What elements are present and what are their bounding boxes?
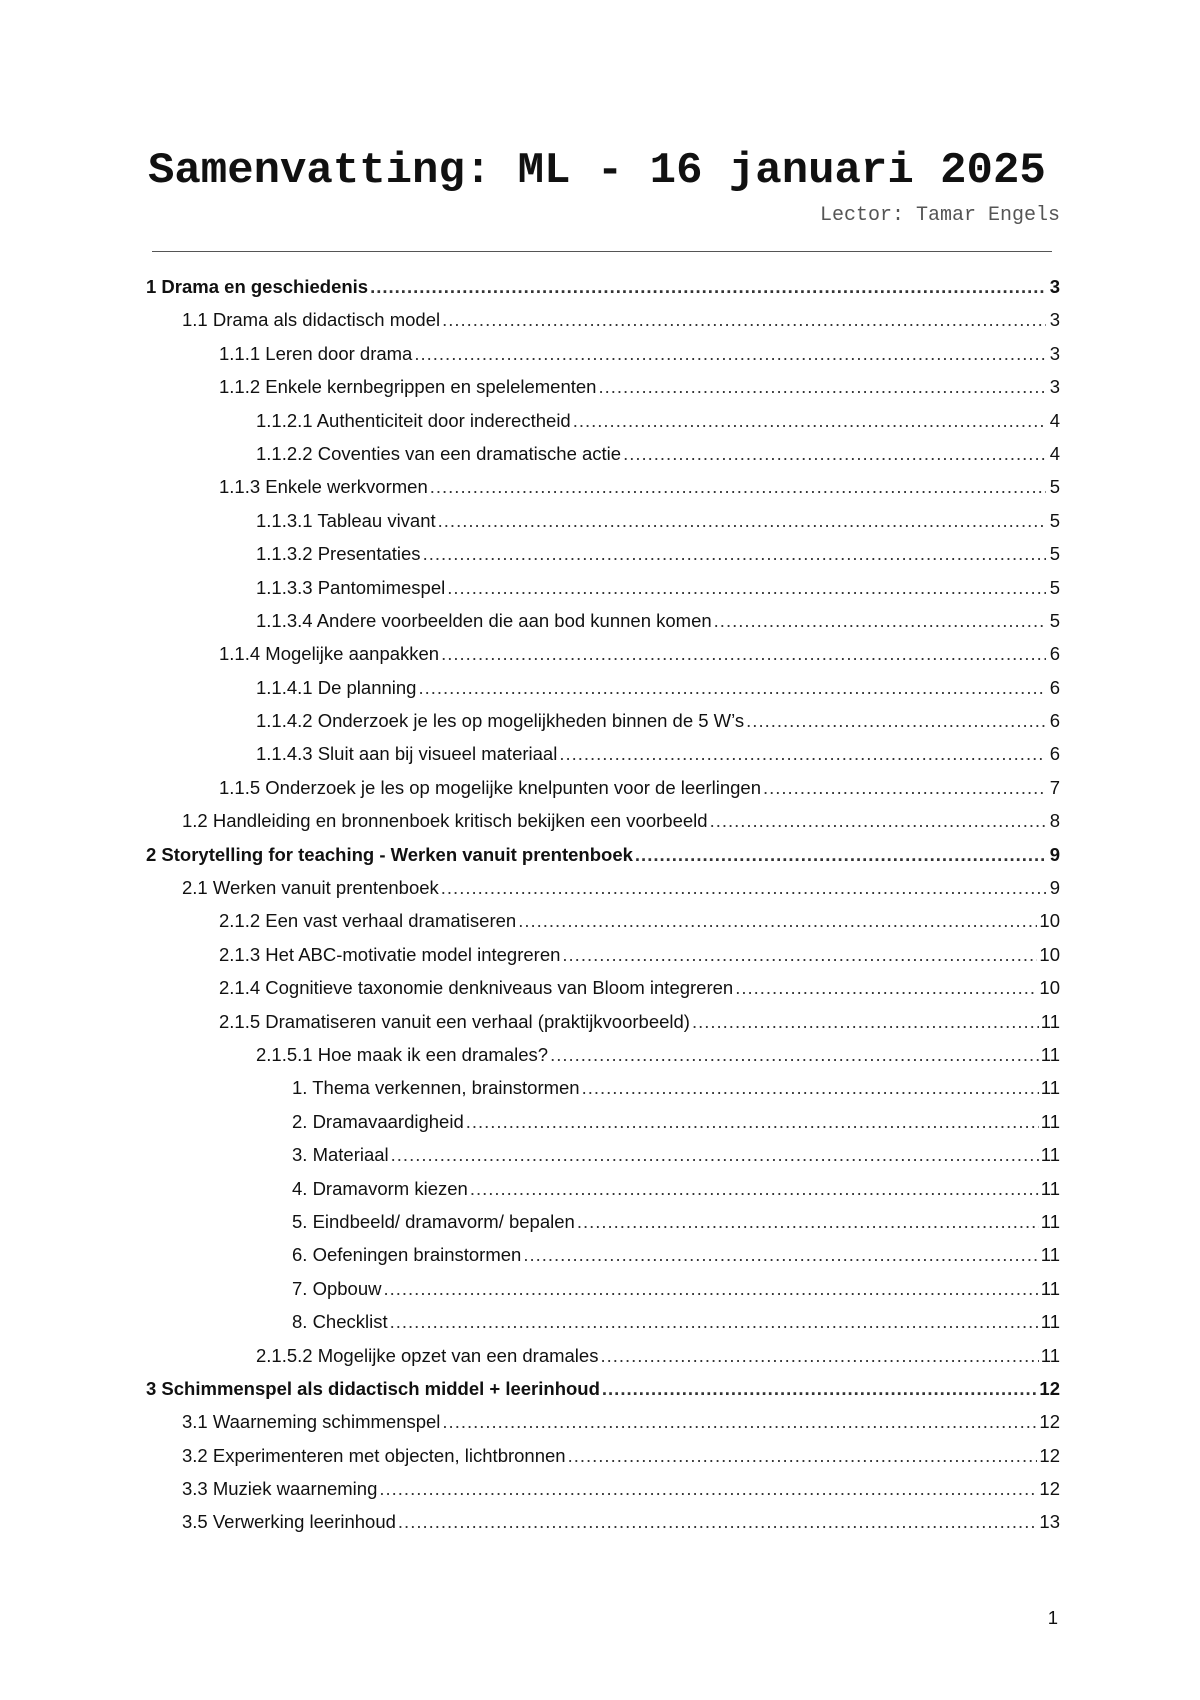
toc-entry-label[interactable]: 1.2 Handleiding en bronnenboek kritisch bekijken een voorbeeld [182, 810, 708, 832]
toc-entry[interactable] [146, 1439, 1060, 1472]
toc-entry-label[interactable]: 2.1.2 Een vast verhaal dramatiseren [219, 910, 517, 932]
toc-entry-label[interactable]: 1.1.4.1 De planning [256, 676, 417, 698]
toc-dot-leader [602, 1372, 1038, 1405]
toc-dot-leader [441, 637, 1046, 670]
toc-entry-page[interactable]: 6 [1049, 676, 1060, 698]
toc-dot-leader [714, 604, 1046, 637]
toc-dot-leader [735, 971, 1037, 1004]
toc-entry[interactable] [146, 771, 1060, 804]
toc-entry[interactable] [146, 370, 1060, 403]
toc-entry-label[interactable]: 1.1.3.1 Tableau vivant [256, 509, 436, 531]
toc-entry[interactable] [146, 737, 1060, 770]
toc-entry-page[interactable]: 6 [1049, 710, 1060, 732]
toc-entry-label[interactable]: 2.1 Werken vanuit prentenboek [182, 877, 439, 899]
toc-entry-page[interactable]: 5 [1049, 509, 1060, 531]
toc-entry-page[interactable]: 5 [1049, 476, 1060, 498]
toc-dot-leader [573, 404, 1046, 437]
toc-dot-leader [442, 1405, 1037, 1438]
toc-entry-label[interactable]: 1.1.2.2 Coventies van een dramatische actie [256, 442, 622, 464]
toc-entry-label[interactable]: 3. Materiaal [292, 1144, 389, 1166]
toc-entry[interactable] [146, 604, 1060, 637]
toc-entry[interactable] [146, 671, 1060, 704]
toc-entry-page[interactable]: 6 [1049, 643, 1060, 665]
toc-entry[interactable] [146, 1339, 1060, 1372]
toc-entry[interactable] [146, 1472, 1060, 1505]
toc-entry[interactable] [146, 1272, 1060, 1305]
toc-entry[interactable] [146, 1205, 1060, 1238]
toc-entry-page[interactable]: 11 [1040, 1144, 1060, 1166]
toc-entry-label[interactable]: 1.1.4 Mogelijke aanpakken [219, 643, 440, 665]
toc-dot-leader [600, 1339, 1038, 1372]
title-divider [152, 251, 1052, 252]
toc-entry-page[interactable]: 7 [1049, 776, 1060, 798]
toc-dot-leader [414, 337, 1046, 370]
toc-entry-page[interactable]: 12 [1039, 1411, 1060, 1433]
toc-dot-leader [418, 671, 1046, 704]
toc-entry-page[interactable]: 12 [1039, 1444, 1060, 1466]
toc-dot-leader [623, 437, 1046, 470]
toc-dot-leader [635, 838, 1046, 871]
toc-dot-leader [568, 1439, 1038, 1472]
toc-dot-leader [746, 704, 1046, 737]
toc-entry-page[interactable]: 10 [1039, 943, 1060, 965]
toc-entry-label[interactable]: 1.1.4.3 Sluit aan bij visueel materiaal [256, 743, 558, 765]
document-title: Samenvatting: ML - 16 januari 2025 [148, 146, 1046, 196]
toc-entry[interactable] [146, 838, 1060, 871]
toc-dot-leader [692, 1005, 1039, 1038]
toc-entry-page[interactable]: 11 [1040, 1110, 1060, 1132]
toc-dot-leader [423, 537, 1046, 570]
toc-entry-page[interactable]: 13 [1039, 1511, 1060, 1533]
toc-entry-page[interactable]: 5 [1049, 543, 1060, 565]
toc-entry-label[interactable]: 1.1.1 Leren door drama [219, 342, 413, 364]
toc-dot-leader [466, 1105, 1039, 1138]
table-of-contents [146, 270, 1060, 1539]
toc-entry-label[interactable]: 3.3 Muziek waarneming [182, 1478, 378, 1500]
toc-entry-label[interactable]: 1. Thema verkennen, brainstormen [292, 1077, 580, 1099]
toc-dot-leader [523, 1238, 1038, 1271]
toc-entry-label[interactable]: 1.1.2.1 Authenticiteit door inderectheid [256, 409, 571, 431]
toc-dot-leader [518, 904, 1037, 937]
toc-entry[interactable] [146, 1005, 1060, 1038]
toc-dot-leader [391, 1138, 1039, 1171]
toc-entry[interactable] [146, 470, 1060, 503]
toc-entry-label[interactable]: 3.5 Verwerking leerinhoud [182, 1511, 396, 1533]
toc-entry-page[interactable]: 11 [1040, 1244, 1060, 1266]
toc-entry[interactable] [146, 1105, 1060, 1138]
toc-entry-label[interactable]: 2.1.5 Dramatiseren vanuit een verhaal (praktijkvoorbeeld) [219, 1010, 690, 1032]
page-number: 1 [1047, 1607, 1058, 1628]
toc-entry-label[interactable]: 1.1.3.4 Andere voorbeelden die aan bod kunnen komen [256, 609, 712, 631]
toc-entry[interactable] [146, 637, 1060, 670]
toc-entry-label[interactable]: 3.2 Experimenteren met objecten, lichtbronnen [182, 1444, 566, 1466]
toc-entry-label[interactable]: 2.1.5.2 Mogelijke opzet van een dramales [256, 1344, 599, 1366]
toc-dot-leader [442, 303, 1046, 336]
toc-entry-page[interactable]: 10 [1039, 910, 1060, 932]
toc-dot-leader [430, 470, 1046, 503]
toc-dot-leader [441, 871, 1046, 904]
toc-entry[interactable] [146, 1172, 1060, 1205]
toc-entry[interactable] [146, 571, 1060, 604]
toc-entry-page[interactable]: 3 [1049, 376, 1060, 398]
toc-entry[interactable] [146, 337, 1060, 370]
toc-dot-leader [447, 571, 1046, 604]
toc-dot-leader [550, 1038, 1039, 1071]
toc-entry[interactable] [146, 1305, 1060, 1338]
toc-entry[interactable] [146, 804, 1060, 837]
toc-entry-label[interactable]: 1.1.5 Onderzoek je les op mogelijke knelpunten voor de leerlingen [219, 776, 761, 798]
toc-dot-leader [562, 938, 1037, 971]
toc-dot-leader [390, 1305, 1039, 1338]
toc-entry[interactable] [146, 404, 1060, 437]
toc-entry-label[interactable]: 2 Storytelling for teaching - Werken vanuit prentenboek [146, 843, 633, 865]
toc-entry[interactable] [146, 1405, 1060, 1438]
toc-entry[interactable] [146, 938, 1060, 971]
toc-entry[interactable] [146, 1505, 1060, 1538]
toc-entry-page[interactable]: 11 [1040, 1344, 1060, 1366]
toc-entry-page[interactable]: 3 [1049, 342, 1060, 364]
toc-entry[interactable] [146, 704, 1060, 737]
toc-entry-label[interactable]: 1.1.2 Enkele kernbegrippen en spelelementen [219, 376, 597, 398]
toc-dot-leader [559, 737, 1046, 770]
toc-dot-leader [763, 771, 1046, 804]
toc-entry[interactable] [146, 270, 1060, 303]
toc-dot-leader [398, 1505, 1038, 1538]
toc-entry-page[interactable]: 5 [1049, 609, 1060, 631]
toc-entry-label[interactable]: 1.1.3.2 Presentaties [256, 543, 421, 565]
toc-dot-leader [438, 504, 1046, 537]
toc-entry-page[interactable]: 8 [1049, 810, 1060, 832]
toc-entry-page[interactable]: 12 [1039, 1478, 1060, 1500]
toc-dot-leader [598, 370, 1046, 403]
lector-name: Lector: Tamar Engels [819, 204, 1060, 227]
toc-entry-page[interactable]: 11 [1040, 1210, 1060, 1232]
toc-entry[interactable] [146, 971, 1060, 1004]
toc-entry-page[interactable]: 4 [1049, 442, 1060, 464]
toc-entry-page[interactable]: 11 [1040, 1277, 1060, 1299]
toc-entry-label[interactable]: 1 Drama en geschiedenis [146, 276, 369, 297]
toc-entry-page[interactable]: 12 [1039, 1377, 1060, 1399]
toc-entry-label[interactable]: 1.1.4.2 Onderzoek je les op mogelijkheden binnen de 5 W’s [256, 710, 745, 732]
toc-entry-page[interactable]: 9 [1049, 843, 1060, 865]
toc-entry-label[interactable]: 6. Oefeningen brainstormen [292, 1244, 522, 1266]
toc-entry-page[interactable]: 10 [1039, 977, 1060, 999]
toc-entry-label[interactable]: 2.1.5.1 Hoe maak ik een dramales? [256, 1043, 549, 1065]
toc-entry-page[interactable]: 11 [1040, 1077, 1060, 1099]
toc-dot-leader [379, 1472, 1037, 1505]
toc-entry-label[interactable]: 2.1.3 Het ABC-motivatie model integreren [219, 943, 561, 965]
toc-entry[interactable] [146, 1372, 1060, 1405]
toc-dot-leader [582, 1071, 1039, 1104]
toc-entry-label[interactable]: 2. Dramavaardigheid [292, 1110, 464, 1132]
toc-entry[interactable] [146, 537, 1060, 570]
toc-entry-label[interactable]: 3.1 Waarneming schimmenspel [182, 1411, 441, 1433]
toc-entry-label[interactable]: 2.1.4 Cognitieve taxonomie denkniveaus van Bloom integreren [219, 977, 734, 999]
toc-dot-leader [577, 1205, 1039, 1238]
toc-entry-page[interactable]: 11 [1040, 1043, 1060, 1065]
toc-entry[interactable] [146, 504, 1060, 537]
toc-dot-leader [710, 804, 1046, 837]
toc-entry-label[interactable]: 1.1 Drama als didactisch model [182, 309, 441, 331]
toc-entry-label[interactable]: 4. Dramavorm kiezen [292, 1177, 468, 1199]
toc-entry-label[interactable]: 1.1.3.3 Pantomimespel [256, 576, 446, 598]
toc-entry-page[interactable]: 9 [1049, 877, 1060, 899]
toc-entry-label[interactable]: 7. Opbouw [292, 1277, 382, 1299]
toc-entry-page[interactable]: 6 [1049, 743, 1060, 765]
toc-entry[interactable] [146, 1238, 1060, 1271]
toc-entry[interactable] [146, 904, 1060, 937]
toc-entry[interactable] [146, 1071, 1060, 1104]
toc-dot-leader [470, 1172, 1039, 1205]
toc-entry-page[interactable]: 11 [1040, 1010, 1060, 1032]
toc-entry-page[interactable]: 3 [1049, 276, 1060, 297]
toc-entry-page[interactable]: 4 [1049, 409, 1060, 431]
toc-entry[interactable] [146, 1138, 1060, 1171]
toc-entry[interactable] [146, 437, 1060, 470]
toc-entry-page[interactable]: 3 [1049, 309, 1060, 331]
toc-entry-page[interactable]: 5 [1049, 576, 1060, 598]
toc-entry-label[interactable]: 5. Eindbeeld/ dramavorm/ bepalen [292, 1210, 575, 1232]
toc-entry-label[interactable]: 1.1.3 Enkele werkvormen [219, 476, 428, 498]
toc-entry-label[interactable]: 3 Schimmenspel als didactisch middel + leerinhoud [146, 1377, 600, 1399]
toc-dot-leader [370, 270, 1046, 303]
toc-dot-leader [383, 1272, 1038, 1305]
toc-entry-page[interactable]: 11 [1040, 1311, 1060, 1333]
toc-entry[interactable] [146, 303, 1060, 336]
toc-entry-page[interactable]: 11 [1040, 1177, 1060, 1199]
toc-entry[interactable] [146, 871, 1060, 904]
toc-entry-label[interactable]: 8. Checklist [292, 1311, 388, 1333]
toc-entry[interactable] [146, 1038, 1060, 1071]
